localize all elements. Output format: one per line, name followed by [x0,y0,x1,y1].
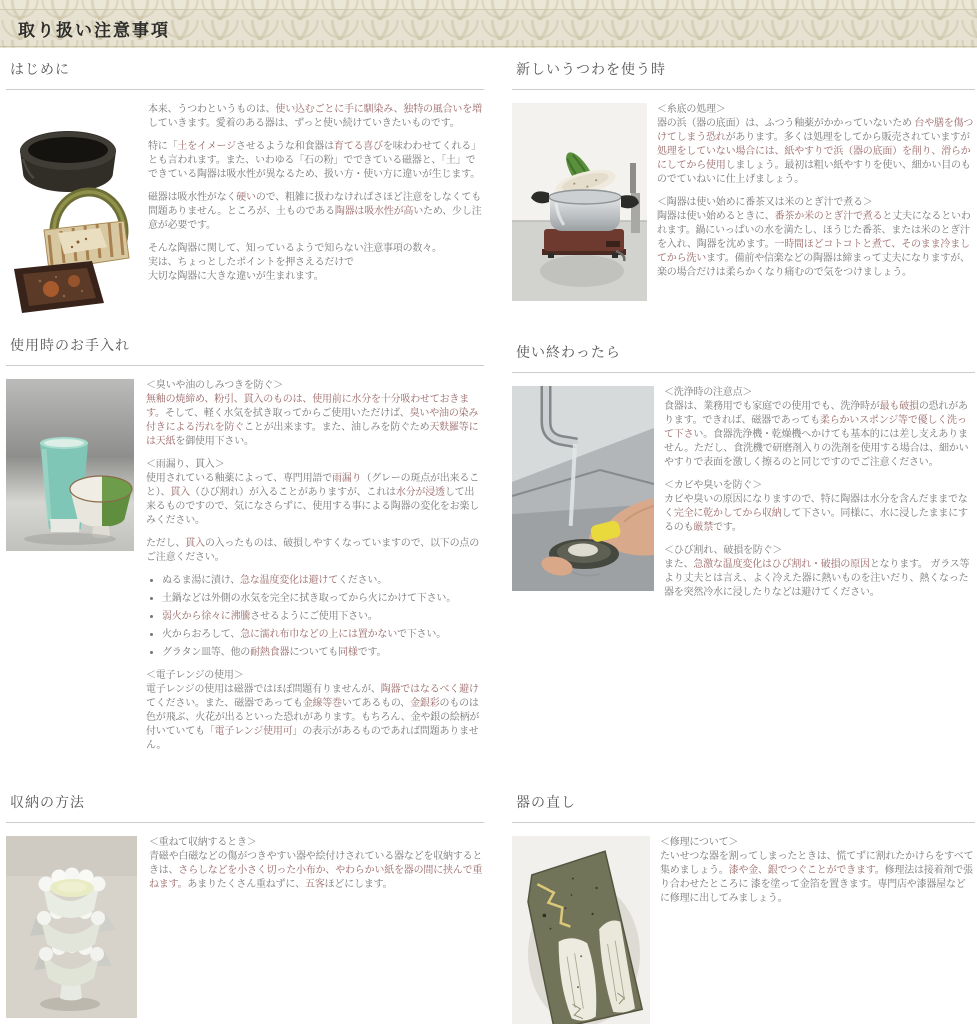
text-run: ＜電子レンジの使用＞ [146,670,244,681]
section-text [657,103,975,280]
text-run: ＜重ねて収納するとき＞ [149,837,257,848]
text-run: ＜糸底の処理＞ [657,104,726,115]
text-run: ＜修理について＞ [660,837,739,848]
sub-heading [664,386,975,400]
paragraph [657,117,975,187]
text-run: 器の浜（器の底面）は、ふつう釉薬がかかっていないため [657,118,915,129]
text-run: 火からおろして、 [162,629,241,640]
highlighted-text: 土をイメージ [177,141,236,152]
highlighted-text: 急な温度変化は避けて [240,575,338,586]
text-run: ＜陶器は使い始めに番茶又は米のとぎ汁で煮る＞ [657,197,873,208]
text-run: させるような和食器は [235,141,334,152]
highlighted-text: 最も破損 [879,401,919,412]
text-run: して下さい。同様に、水に浸したままにするのも [664,508,968,533]
text-run: して出来るものですので、気になさらずに、使用する事による陶器の変化をお楽しみください。 [146,487,479,526]
section-intro [6,55,484,316]
highlighted-text: 同様 [338,647,358,658]
section-title: 新しいうつわを使う時 [512,55,975,90]
sub-heading [146,379,484,393]
stacked-white-cups-photo [6,836,137,1018]
text-run: 陶器は使い始めるときに、 [657,211,775,222]
text-run: ＜ひび割れ、破損を防ぐ＞ [664,545,783,556]
text-run: 特に「 [148,141,178,152]
paragraph [146,393,484,449]
highlighted-text: 電子レンジ使用可 [214,726,293,737]
text-run: 磁器は吸水性がなく [148,192,237,203]
highlighted-text: さらしなどを小さく切った小布か、やわらかい紙を器の間に挟んで重ねます。 [149,865,483,890]
washing-dish-in-sink-photo [512,386,654,591]
care-list-item [162,610,484,624]
sub-heading [664,479,975,493]
header-banner [0,0,977,48]
text-run: で下さい。 [397,629,447,640]
sub-heading [664,544,975,558]
highlighted-text: 育てる喜び [333,141,383,152]
text-run: 修理法は接着剤で張り合わせたところに 漆を塗って金箔を置きます。専門店や漆器屋などに修理に出してみましょう。 [660,865,973,904]
highlighted-text: 処理をしていない場合には、紙やすりで浜（器の底面）を削り、滑らかにしてから使用 [657,146,971,171]
section-care [6,331,484,753]
highlighted-text: 雨漏り [332,473,362,484]
text-run: と丈夫になるといわれます。鍋にいっぱいの水を満たし、ほうじた番茶、または米のとぎ汁を入れ、陶器を沈めます。 [657,211,971,250]
section-storage [6,788,484,1018]
text-run: てください。また、磁器であっても [146,698,303,709]
paragraph [664,400,975,470]
section-after-use [512,338,975,600]
text-run: 実は、ちょっとしたポイントを押さえるだけで [148,257,354,268]
text-run: ただし、 [146,538,186,549]
highlighted-text: 台や膳を傷つけてしまう恐れ [657,118,974,143]
text-run: 本来、うつわというものは、 [148,104,276,115]
text-run: 」の表示があるものであれば問題ありません。 [146,726,479,751]
sub-heading [149,836,484,850]
highlighted-text: 貫入 [170,487,191,498]
paragraph [146,683,484,753]
text-run: 大切な陶器に大きな違いが生まれます。 [148,271,324,282]
text-run: ぬるま湯に漬け、 [162,575,240,586]
text-run: のものは色が飛ぶ、火花が出るといった恐れがあります。もちろん、金や銀の絵柄が付いていても「 [146,698,480,737]
sub-heading [657,196,975,210]
section-text [148,103,484,284]
text-run: ＜臭いや油のしみつきを防ぐ＞ [146,380,283,391]
highlighted-text: 金線等巻 [302,698,342,709]
paragraph [148,103,484,131]
highlighted-text: 水分が浸透 [395,487,445,498]
kintsugi-repaired-plate-photo [512,836,650,1024]
highlighted-text: 金銀彩 [410,698,440,709]
text-run: ます。備前や信楽などの陶器は締まって丈夫になりますが、楽の場合だけは柔らかくなり痛むので気をつけましょう。 [657,253,970,278]
paragraph [149,850,484,892]
highlighted-text: 柔らかいスポンジ等で優しく洗って下さ [664,415,967,440]
highlighted-text: 急に濡れ布巾などの上には置かない [240,629,398,640]
section-text [664,386,975,600]
highlighted-text: 陶器は吸水性が高い [334,206,424,217]
celadon-cup-and-bowl-photo [6,379,134,551]
page-title: 取り扱い注意事項 [18,21,170,40]
text-run: 食器は、業務用でも家庭での使用でも、洗浄時が [664,401,880,412]
care-list-item [162,628,484,642]
text-run: 使用されている釉薬によって、専門用語で [146,473,332,484]
section-title: 収納の方法 [6,788,484,823]
highlighted-text: 使い込むごとに手に馴染み、独特の風合いを増 [275,104,482,115]
highlighted-text: 弱火から徐々に沸騰 [162,611,251,622]
section-repair [512,788,975,1024]
paragraph [660,850,975,906]
text-run: （グレーの斑点が出来ること）、 [146,473,480,498]
sub-heading [146,458,484,472]
highlighted-text: 完全に乾かしてから収納 [673,508,782,519]
highlighted-text: 天麩羅等には天紙 [146,422,479,447]
highlighted-text: 無釉の焼締め、粉引、貫入のものは、使用前に水分を十分吸わせておきます。 [146,394,469,419]
text-run: ＜雨漏り、貫入＞ [146,459,225,470]
sub-heading [657,103,975,117]
text-run: の恐れがあります。できれば、磁器であっても [664,401,968,426]
text-run: 青磁や白磁などの傷がつきやすい器や絵付けされている器などを収納するときは、 [149,851,483,876]
text-run: いてあるもの、 [341,698,411,709]
text-run: ことが出来ます。また、油しみを防ぐため [244,422,430,433]
section-text [660,836,975,906]
highlighted-text: 硬い [236,192,256,203]
text-run: ため、少し注意が必要です。 [148,206,482,231]
text-run: があります。多くは処理をしてから販売されていますが [725,132,970,143]
text-run: そんな陶器に関して、知っているようで知らない注意事項の数々。 [148,243,442,254]
highlighted-text: 急激な温度変化はひび割れ・破損の原因 [693,559,870,570]
care-list-item [162,646,484,660]
highlighted-text: 耐熱食器 [250,647,290,658]
text-run: です。 [357,647,387,658]
text-run: ください。 [338,575,387,586]
paragraph [148,242,484,284]
text-run: となります。 ガラス等より丈夫とは言え、よく冷えた器に熱いものを注いだり、熱くなった器を突然冷水に浸したりなどは避けてください。 [664,559,970,598]
highlighted-text: 厳禁 [693,522,714,533]
highlighted-text: 漆や金、銀でつぐことができます。 [728,865,885,876]
section-title: はじめに [6,55,484,90]
text-run: カビや臭いの原因になりますので、特に陶器は水分を含んだままでなく [664,494,968,519]
text-run: を味わわせてくれる」とも言われます。また、いわゆる「石の粉」でできている磁器と、「土」でできている陶器は吸水性が異なるため、扱い方・使い方に違いが生じます。 [148,141,481,180]
text-run: ＜カビや臭いを防ぐ＞ [664,480,762,491]
text-run: していきます。愛着のある器は、ずっと使い続けていきたいものです。 [148,118,460,129]
paragraph [146,472,484,528]
highlighted-text: 陶器ではなるべく避け [380,684,479,695]
text-run: たいせつな器を割ってしまったときは、慌てずに割れたかけらをすべて集めましょう。 [660,851,974,876]
text-run: させるようにご使用下さい。 [250,611,378,622]
text-run: です。 [713,522,742,533]
paragraph [664,558,975,600]
section-title: 器の直し [512,788,975,823]
text-run: しましょう。最初は粗い紙やすりを使い、細かい目のものでていねいに仕上げましょう。 [657,160,971,185]
highlighted-text: 臭いや油の染み付きによる汚れを防ぐ [146,408,479,433]
text-run: 土鍋などは外側の水気を完全に拭き取ってから火にかけて下さい。 [162,593,456,604]
japanese-pottery-set-photo [6,111,136,316]
text-run: グラタン皿等、他の [162,647,251,658]
text-run: を御使用下さい。 [175,436,254,447]
sub-heading [146,669,484,683]
section-title: 使い終わったら [512,338,975,373]
paragraph [148,191,484,233]
section-text [146,379,484,753]
text-run: ほどにします。 [324,879,393,890]
section-text [149,836,484,892]
paragraph [148,140,484,182]
section-new-vessel [512,55,975,301]
text-run: そして、軽く水気を拭き取ってからご使用いただけば、 [164,408,410,419]
highlighted-text: 五客 [305,879,325,890]
paragraph [664,493,975,535]
text-run: の入ったものは、破損しやすくなっていますので、以下の点のご注意ください。 [146,538,480,563]
highlighted-text: 番茶か米のとぎ汁で煮る [774,211,883,222]
care-list-item [162,574,484,588]
highlighted-text: 一時間ほどコトコトと煮て、そのまま冷ましてから洗い [657,239,970,264]
highlighted-text: 貫入 [185,538,205,549]
care-list-item [162,592,484,606]
text-run: また、 [664,559,694,570]
text-run: ＜洗浄時の注意点＞ [664,387,753,398]
sub-heading [660,836,975,850]
pot-on-stove-photo [512,103,647,301]
text-run: ので、粗雑に扱わなければさほど注意をしなくても問題ありません。ところが、土ものである [148,192,482,217]
bullet-list [146,574,484,660]
text-run: 電子レンジの使用は磁器ではほぼ問題有りませんが、 [146,684,381,695]
text-run: あまりたくさん重ねずに、 [187,879,306,890]
paragraph [146,537,484,565]
text-run: い。食器洗浄機・乾燥機へかけても基本的には差し支えありません。ただし、食洗機で研磨剤入りの洗剤を使用する場合は、細かいやすりで表面を激しく擦るのと同じですのでご注意ください。 [664,429,969,468]
section-title: 使用時のお手入れ [6,331,484,366]
paragraph [657,210,975,280]
text-run: についても [289,647,339,658]
text-run: （ひび割れ）が入ることがありますが、これは [190,487,396,498]
